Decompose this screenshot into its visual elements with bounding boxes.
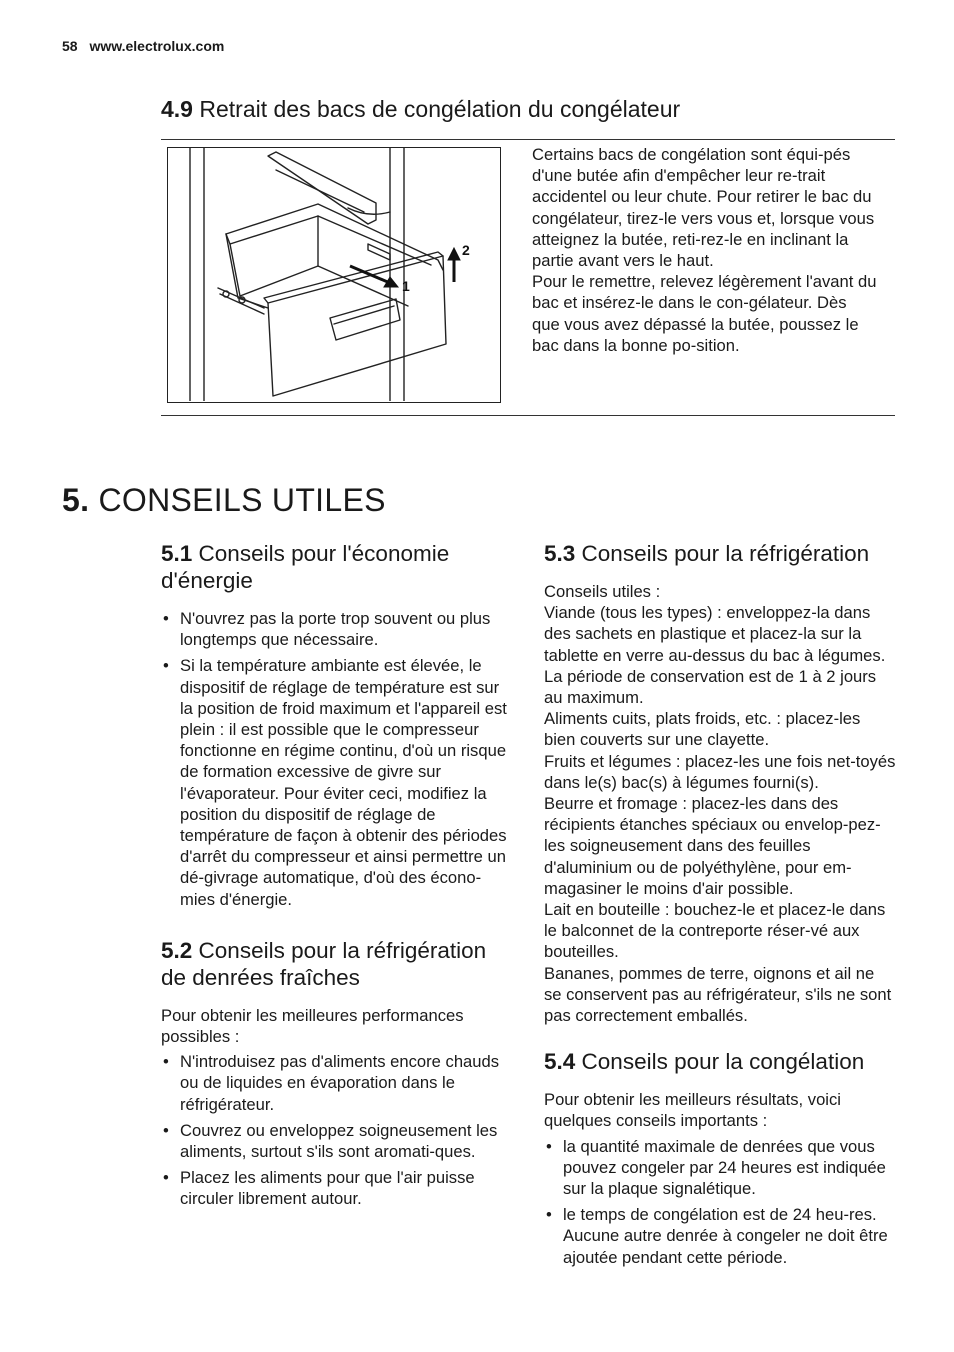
section-5-3-body bbox=[544, 581, 896, 1026]
list-item: • N'introduisez pas d'aliments encore chauds ou de liquides en évaporation dans le réfrigérateur. bbox=[161, 1051, 513, 1115]
list-item: • le temps de congélation est de 24 heu-res. Aucune autre denrée à congeler ne doit être ajoutée pendant cette période. bbox=[544, 1204, 896, 1268]
list-item: • la quantité maximale de denrées que vous pouvez congeler par 24 heures est indiquée sur la plaque signalétique. bbox=[544, 1136, 896, 1200]
divider-bottom bbox=[161, 415, 895, 416]
paragraph: Certains bacs de congélation sont équi-pés d'une butée afin d'empêcher leur re-trait accidentel ou leur chute. Pour retirer le bac du congélateur, tirez-le vers vous et, lorsque vous atteignez la butée, reti-rez-le en inclinant la partie avant vers le haut. bbox=[532, 145, 875, 271]
text-line: Viande (tous les types) : enveloppez-la dans des sachets en plastique et placez-la sur la tablette en verre au-dessus du bac à légumes. bbox=[544, 603, 886, 665]
text-line: La période de conservation est de 1 à 2 jours au maximum. bbox=[544, 666, 877, 708]
text-line: Beurre et fromage : placez-les dans des récipients étanches spéciaux ou envelop-pez-les soigneusement dans des feuilles d'aluminium ou de polyéthylène, pour em-magasiner le moins d'air possible. bbox=[544, 794, 881, 898]
text-line: Aliments cuits, plats froids, etc. : placez-les bien couverts sur une clayette. bbox=[544, 709, 861, 750]
page-number: 58 bbox=[62, 38, 78, 54]
chapter-number: 5. bbox=[62, 482, 90, 518]
section-number: 5.2 bbox=[161, 937, 193, 963]
chapter-title: CONSEILS UTILES bbox=[98, 482, 386, 518]
drawer-illustration bbox=[167, 147, 501, 403]
section-number: 5.4 bbox=[544, 1049, 576, 1075]
section-title: Retrait des bacs de congélation du congélateur bbox=[199, 96, 681, 122]
text-line: Lait en bouteille : bouchez-le et placez-le dans le balconnet de la contreporte réser-vé aux bouteilles. bbox=[544, 900, 886, 962]
bullet-list bbox=[161, 608, 513, 910]
section-5-3-heading bbox=[544, 540, 896, 567]
right-column bbox=[544, 540, 896, 1273]
arrow-label-1: 1 bbox=[402, 278, 410, 294]
section-number: 4.9 bbox=[161, 96, 193, 122]
section-title: Conseils pour l'économie d'énergie bbox=[161, 541, 450, 593]
section-5-2-heading bbox=[161, 937, 513, 991]
section-title: Conseils pour la congélation bbox=[581, 1049, 865, 1075]
text-line: Bananes, pommes de terre, oignons et ail ne se conservent pas au réfrigérateur, s'ils ne sont pas correctement emballés. bbox=[544, 963, 892, 1026]
left-column bbox=[161, 540, 513, 1215]
freezer-drawer-drawing bbox=[168, 148, 499, 401]
list-item: • Si la température ambiante est élevée, le dispositif de réglage de température est sur la position de froid maximum et l'appareil est plein : il est possible que le compresseur fonctionne en régime continu, d'où un risque de formation excessive de givre sur l'évaporateur. Pour éviter ceci, modifiez la position du dispositif de réglage de température de façon à obtenir des périodes d'arrêt du compresseur et ainsi permettre un dé-givrage automatique, d'où des écono-mies d'énergie. bbox=[161, 655, 513, 909]
text-line: Conseils utiles : bbox=[544, 582, 661, 601]
paragraph: Pour le remettre, relevez légèrement l'avant du bac et insérez-le dans le con-gélateur. Dès que vous avez dépassé la butée, poussez le bac dans la bonne po-sition. bbox=[532, 272, 877, 355]
intro-text: Pour obtenir les meilleures performances possibles : bbox=[161, 1005, 464, 1047]
list-item: • Placez les aliments pour que l'air puisse circuler librement autour. bbox=[161, 1167, 513, 1209]
list-item: • N'ouvrez pas la porte trop souvent ou plus longtemps que nécessaire. bbox=[161, 608, 513, 650]
intro-text: Pour obtenir les meilleurs résultats, voici quelques conseils importants : bbox=[544, 1090, 841, 1131]
section-4-9-heading bbox=[161, 96, 680, 123]
bullet-list bbox=[161, 1051, 513, 1209]
list-item: • Couvrez ou enveloppez soigneusement les aliments, surtout s'ils sont aromati-ques. bbox=[161, 1120, 513, 1162]
section-title: Conseils pour la réfrigération de denrées fraîches bbox=[161, 937, 487, 990]
page-header bbox=[62, 38, 224, 54]
arrow-label-2: 2 bbox=[462, 242, 470, 258]
bullet-list bbox=[544, 1136, 896, 1268]
text-line: Fruits et légumes : placez-les une fois net-toyés dans le(s) bac(s) à légumes fourni(s). bbox=[544, 751, 896, 792]
section-number: 5.3 bbox=[544, 541, 576, 566]
section-5-2-body bbox=[161, 1005, 513, 1047]
chapter-heading bbox=[62, 482, 386, 519]
site-url[interactable]: www.electrolux.com bbox=[89, 38, 225, 54]
section-title: Conseils pour la réfrigération bbox=[581, 541, 870, 566]
section-5-1-heading bbox=[161, 540, 513, 594]
section-number: 5.1 bbox=[161, 541, 193, 566]
section-5-4-body bbox=[544, 1089, 896, 1131]
divider-top bbox=[161, 139, 895, 140]
section-5-4-heading bbox=[544, 1048, 896, 1075]
section-4-9-text bbox=[532, 144, 877, 356]
